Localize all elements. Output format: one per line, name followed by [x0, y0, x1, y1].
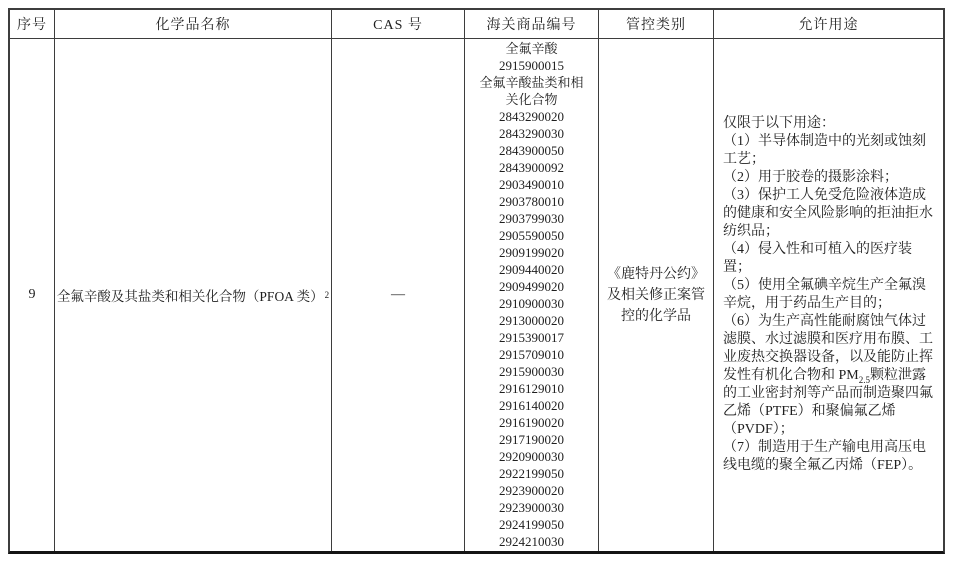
permitted-uses-intro: 仅限于以下用途： [723, 116, 835, 131]
permitted-uses-items [723, 133, 934, 475]
cas-number-cell: — [332, 39, 465, 551]
chemical-name-text: 全氟辛酸及其盐类和相关化合物（PFOA 类） [56, 289, 324, 304]
permitted-use-item: （4）侵入性和可植入的医疗装置； [723, 242, 912, 275]
customs-code-line: 2913000020 [499, 313, 564, 328]
customs-code-line: 2915709010 [499, 347, 564, 362]
control-category-cell: 《鹿特丹公约》及相关修正案管控的化学品 [599, 39, 714, 551]
customs-code-line: 2916129010 [499, 381, 564, 396]
customs-code-line: 2923900020 [499, 483, 564, 498]
customs-code-line: 2916140020 [499, 398, 564, 413]
permitted-use-item: （5）使用全氟碘辛烷生产全氟溴辛烷，用于药品生产目的； [723, 278, 926, 311]
header-chemical-name: 化学品名称 [55, 10, 332, 39]
customs-code-line: 2915390017 [499, 330, 564, 345]
header-permitted-uses: 允许用途 [714, 10, 943, 39]
chemicals-control-table [8, 8, 945, 554]
customs-code-line: 2909440020 [499, 262, 564, 277]
permitted-use-item: （1）半导体制造中的光刻或蚀刻工艺； [723, 134, 926, 167]
customs-code-line: 2843900092 [499, 160, 564, 175]
customs-code-line: 2843900050 [499, 143, 564, 158]
chemical-name-cell: 全氟辛酸及其盐类和相关化合物（PFOA 类） 2 [55, 39, 332, 551]
customs-code-line: 2924210030 [499, 534, 564, 549]
customs-code-line: 2903799030 [499, 211, 564, 226]
header-cas-number: CAS 号 [332, 10, 465, 39]
customs-code-line: 2903780010 [499, 194, 564, 209]
customs-code-line: 2903490010 [499, 177, 564, 192]
customs-code-line: 全氟辛酸盐类和相关化合物 [479, 75, 584, 107]
customs-code-line: 2915900030 [499, 364, 564, 379]
customs-code-line: 2924199050 [499, 517, 564, 532]
permitted-use-item: （3）保护工人免受危险液体造成的健康和安全风险影响的拒油拒水纺织品； [723, 188, 933, 239]
permitted-use-item: （2）用于胶卷的摄影涂料； [723, 170, 898, 185]
customs-code-line: 2910900030 [499, 296, 564, 311]
customs-code-line: 2922199050 [499, 466, 564, 481]
customs-code-line: 2920900030 [499, 449, 564, 464]
row-index-cell: 9 [10, 39, 55, 551]
customs-code-line: 全氟辛酸 [505, 41, 558, 56]
customs-code-line: 2917190020 [499, 432, 564, 447]
customs-code-line: 2909499020 [499, 279, 564, 294]
permitted-uses-cell [714, 39, 943, 551]
customs-code-line: 2915900015 [499, 58, 564, 73]
permitted-use-item: （7）制造用于生产输电用高压电线电缆的聚全氟乙丙烯（FEP）。 [723, 440, 926, 473]
permitted-use-item: （6）为生产高性能耐腐蚀气体过滤膜、水过滤膜和医疗用布膜、工业废热交换器设备，以及能防止挥发性有机化合物和 $PM_{2.5}$颗粒泄露的工业密封剂等产品而制造聚四氟乙烯（PTFE）和聚偏氟乙烯（PVDF）； [723, 314, 933, 437]
customs-code-line: 2909199020 [499, 245, 564, 260]
header-index: 序号 [10, 10, 55, 39]
customs-code-line: 2905590050 [499, 228, 564, 243]
header-customs-code: 海关商品编号 [465, 10, 599, 39]
customs-code-line: 2923900030 [499, 500, 564, 515]
customs-code-line: 2916190020 [499, 415, 564, 430]
header-control-category: 管控类别 [599, 10, 714, 39]
customs-codes-cell [465, 39, 599, 551]
customs-code-line: 2843290030 [499, 126, 564, 141]
customs-code-line: 2843290020 [499, 109, 564, 124]
